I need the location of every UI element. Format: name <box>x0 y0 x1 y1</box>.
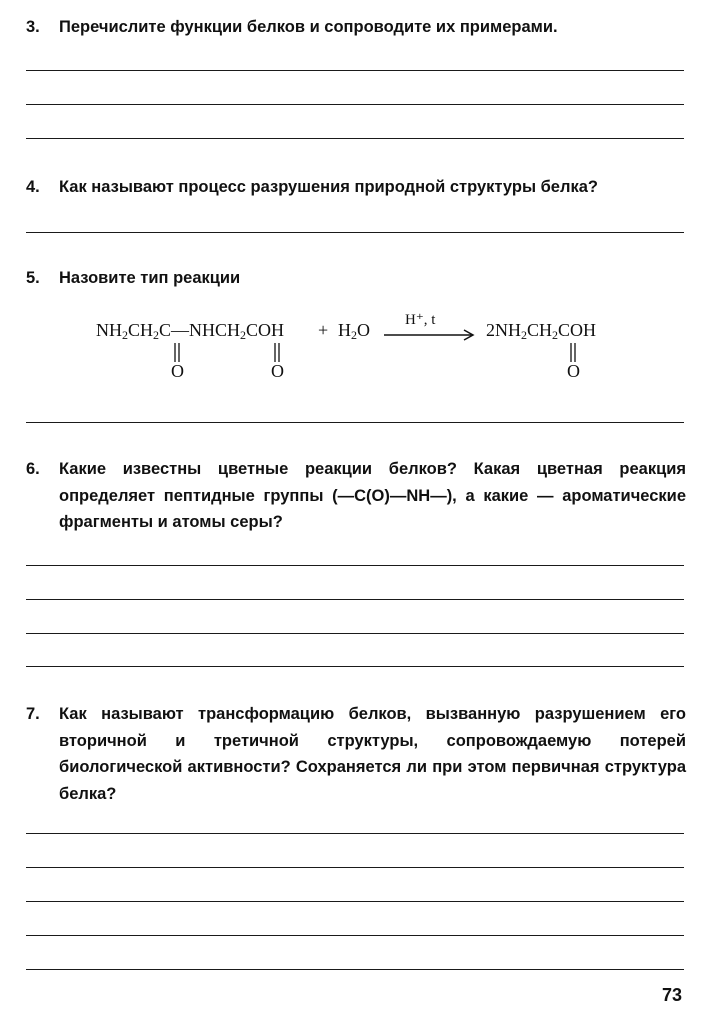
answer-line[interactable] <box>26 935 684 936</box>
oxygen-label: O <box>567 361 580 381</box>
answer-line[interactable] <box>26 633 684 634</box>
question-text: Перечислите функции белков и сопроводите их примерами. <box>59 18 558 36</box>
answer-line[interactable] <box>26 901 684 902</box>
question-number: 3. <box>26 18 40 36</box>
question-number: 5. <box>26 269 40 287</box>
question-text: Как называют процесс разрушения природной структуры белка? <box>59 178 598 196</box>
reaction-conditions: H⁺, t <box>405 312 436 328</box>
question-7 <box>26 701 686 807</box>
product-formula: $2NH_2CH_2COH$ <box>486 320 597 342</box>
answer-line[interactable] <box>26 666 684 667</box>
question-6 <box>26 456 686 536</box>
reactant-formula: $NH_2CH_2C—NHCH_2COH$ <box>96 320 285 342</box>
question-number: 6. <box>26 460 40 478</box>
plus-sign: + <box>318 320 329 340</box>
answer-line[interactable] <box>26 422 684 423</box>
oxygen-label: O <box>271 361 284 381</box>
answer-line[interactable] <box>26 833 684 834</box>
question-text: Как называют трансформацию белков, вызванную разрушением его вторичной и третичной структуры, сопровождаемую потерей биологической активности? Сохраняется ли при этом первичная структура белка? <box>59 705 686 803</box>
question-text: Назовите тип реакции <box>59 269 241 287</box>
page-number: 73 <box>661 985 682 1005</box>
water-formula: $H_2O$ <box>338 320 370 342</box>
answer-line[interactable] <box>26 565 684 566</box>
answer-line[interactable] <box>26 599 684 600</box>
answer-line[interactable] <box>26 867 684 868</box>
answer-line[interactable] <box>26 969 684 970</box>
oxygen-label: O <box>171 361 184 381</box>
question-number: 7. <box>26 705 40 723</box>
question-text: Какие известны цветные реакции белков? Какая цветная реакция определяет пептидные группы (—C(O)—NH—), а какие — ароматические фрагменты и атомы серы? <box>59 460 686 531</box>
question-number: 4. <box>26 178 40 196</box>
